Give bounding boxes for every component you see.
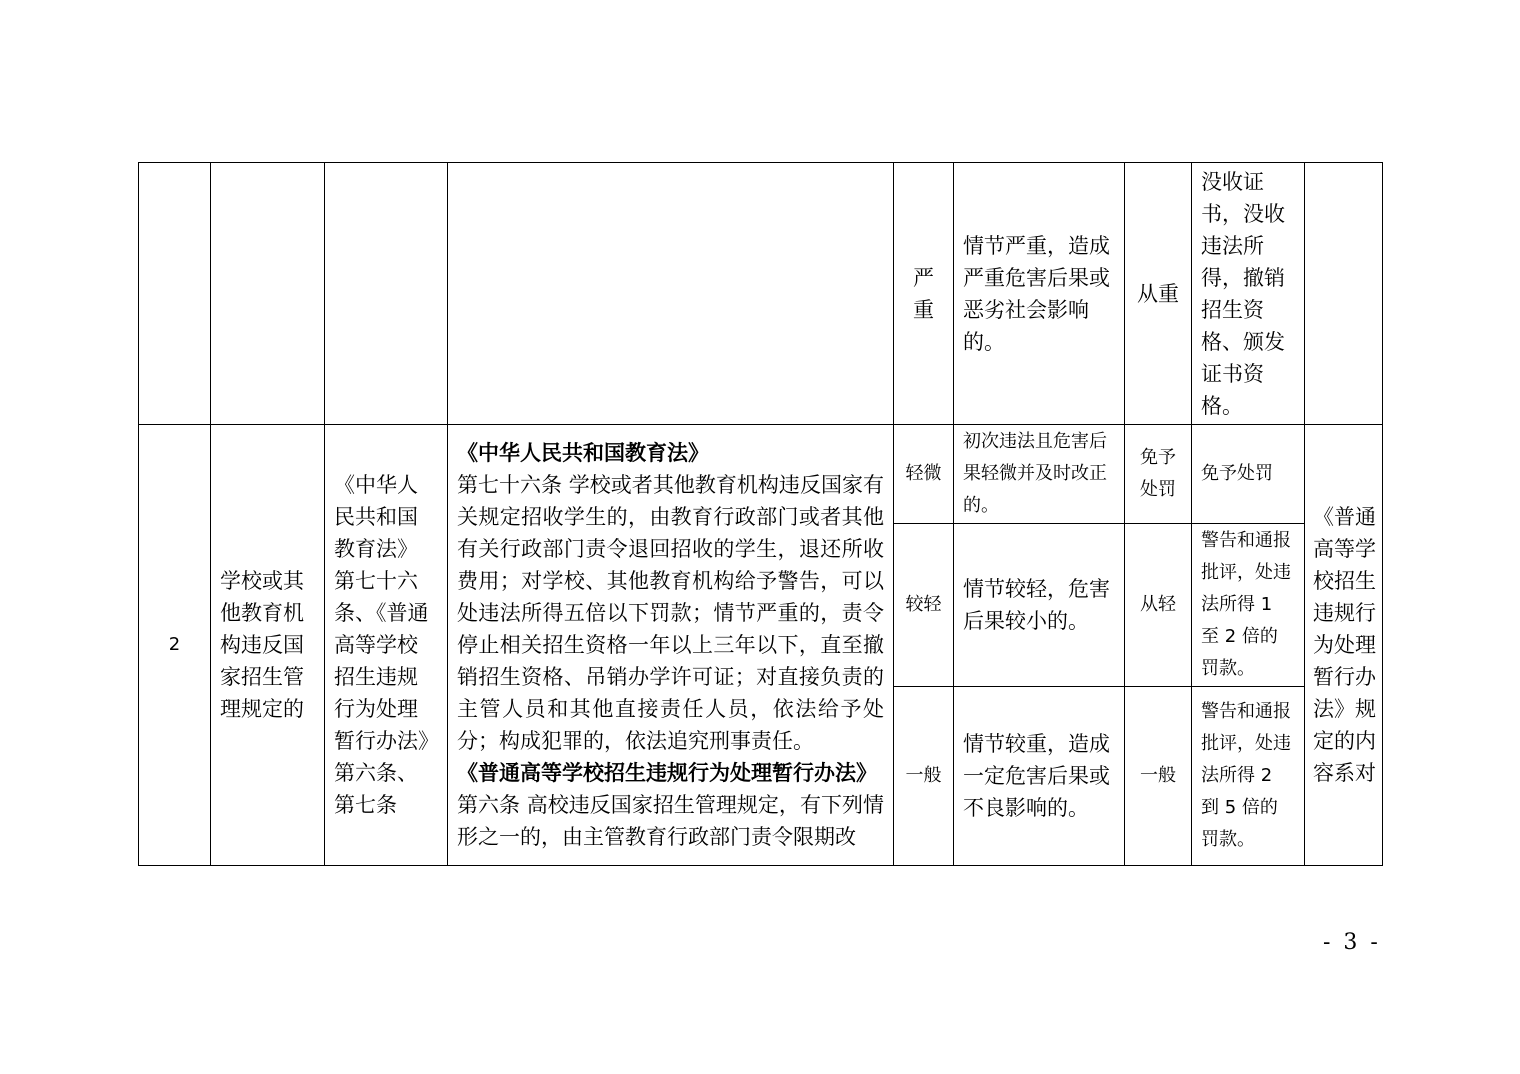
law-article-text: 第七十六条 学校或者其他教育机构违反国家有关规定招收学生的，由教育行政部门或者其他有关行政部门责令退回招收的学生，退还所收费用；对学校、其他教育机构给予警告，可以处违法所得五倍以下罚款；情节严重的，责令停止相关招生资格一年以上三年以下，直至撤销招生资格、吊销办学许可证；对直接负责的主管人员和其他直接责任人员，依法给予处分；构成犯罪的，依法追究刑事责任。 [457,473,884,753]
discretion-cell: 一般 [1125,687,1192,866]
level-cell: 严重 [894,163,954,425]
discretion-cell: 免予处罚 [1125,425,1192,524]
circumstance-cell: 情节严重，造成严重危害后果或恶劣社会影响的。 [954,163,1125,425]
level-cell: 较轻 [894,524,954,687]
violation-cell [211,163,325,425]
basis-text-cell [448,163,894,425]
standard-cell: 没收证书，没收违法所得，撤销招生资格、颁发证书资格。 [1192,163,1305,425]
remark-cell [1305,163,1383,425]
basis-summary-cell [325,163,448,425]
circumstance-cell: 初次违法且危害后果轻微并及时改正的。 [954,425,1125,524]
law-article-text: 第六条 高校违反国家招生管理规定，有下列情形之一的，由主管教育行政部门责令限期改 [457,793,884,849]
table-row-item-2-light [139,425,1383,524]
circumstance-cell: 情节较重，造成一定危害后果或不良影响的。 [954,687,1125,866]
table-row-continued [139,163,1383,425]
standard-cell: 免予处罚 [1192,425,1305,524]
law-title: 《普通高等学校招生违规行为处理暂行办法》 [457,761,877,785]
law-title: 《中华人民共和国教育法》 [457,441,709,465]
level-cell: 一般 [894,687,954,866]
discretion-cell: 从轻 [1125,524,1192,687]
level-cell: 轻微 [894,425,954,524]
circumstance-cell: 情节较轻，危害后果较小的。 [954,524,1125,687]
violation-cell: 学校或其他教育机构违反国家招生管理规定的 [211,425,325,866]
serial-cell [139,163,211,425]
remark-cell: 《普通高等学校招生违规行为处理暂行办法》规定的内容系对 [1305,425,1383,866]
basis-text-cell [448,425,894,866]
page-number: - 3 - [1323,930,1381,955]
basis-summary-cell: 《中华人民共和国教育法》第七十六条、《普通高等学校招生违规行为处理暂行办法》第六条、第七条 [325,425,448,866]
penalty-discretion-table [138,162,1383,866]
discretion-cell: 从重 [1125,163,1192,425]
serial-cell: 2 [139,425,211,866]
standard-cell: 警告和通报批评，处违法所得 1 至 2 倍的罚款。 [1192,524,1305,687]
standard-cell: 警告和通报批评，处违法所得 2 到 5 倍的罚款。 [1192,687,1305,866]
